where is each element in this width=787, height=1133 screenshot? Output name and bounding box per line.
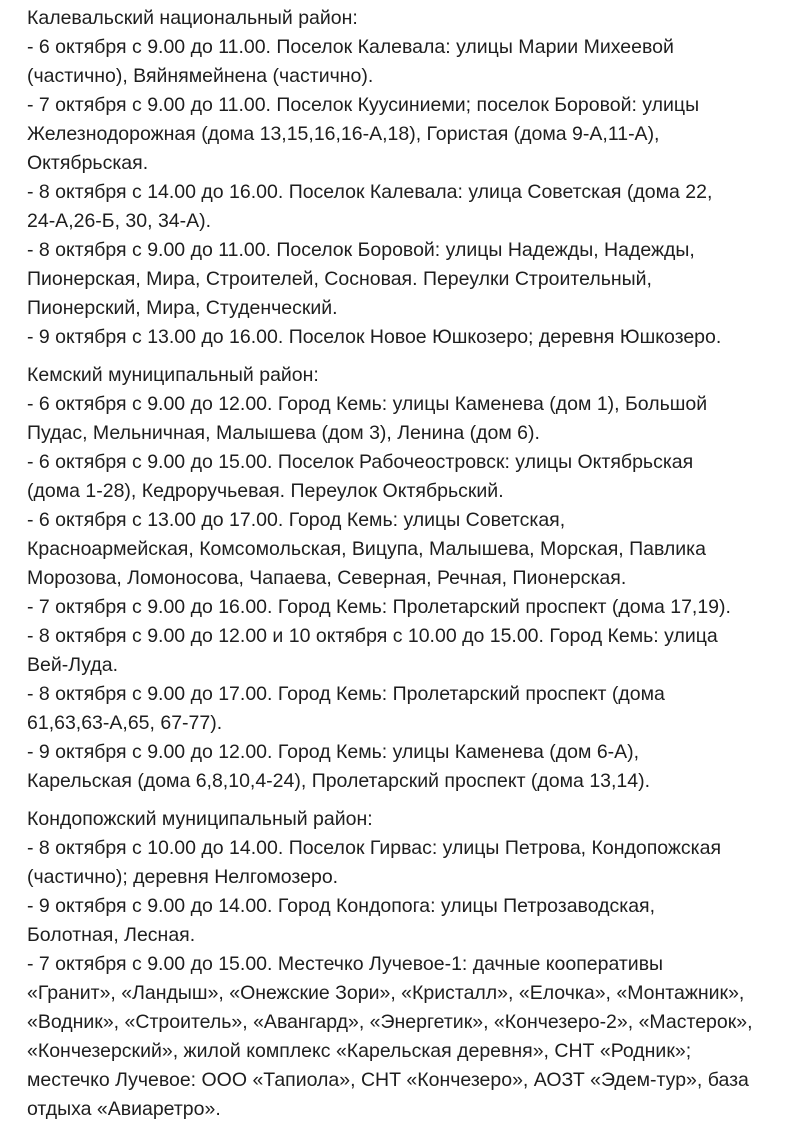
list-item: - 7 октября с 9.00 до 16.00. Город Кемь: Пролетарский проспект (дома 17,19). [27,596,731,618]
list-item: - 9 октября с 9.00 до 12.00. Город Кемь: улицы Каменева (дом 6-А), Карельская (дома 6,8,10,4-24), Пролетарский проспект (дома 13,14). [27,741,651,792]
list-item: - 9 октября с 9.00 до 14.00. Город Кондопога: улицы Петрозаводская, Болотная, Лесная. [27,895,656,946]
list-item: - 6 октября с 13.00 до 17.00. Город Кемь: улицы Советская, Красноармейская, Комсомольская, Вицупа, Малышева, Морская, Павлика Морозова, Ломоносова, Чапаева, Северная, Речная, Пионерская. [27,509,706,589]
section-kem [27,361,783,796]
list-item: - 8 октября с 9.00 до 17.00. Город Кемь: Пролетарский проспект (дома 61,63,63-А,65, 67-77). [27,683,665,734]
list-item: - 8 октября с 14.00 до 16.00. Поселок Калевала: улица Советская (дома 22, 24-А,26-Б, 30, 34-А). [27,181,713,232]
list-item: - 8 октября с 9.00 до 12.00 и 10 октября с 10.00 до 15.00. Город Кемь: улица Вей-Луда. [27,625,718,676]
list-item: - 6 октября с 9.00 до 11.00. Поселок Калевала: улицы Марии Михеевой (частично), Вяйнямейнена (частично). [27,36,674,87]
section-kalevala [27,4,783,352]
list-item: - 9 октября с 13.00 до 16.00. Поселок Новое Юшкозеро; деревня Юшкозеро. [27,326,722,348]
list-item: - 7 октября с 9.00 до 15.00. Местечко Лучевое-1: дачные кооперативы «Гранит», «Ландыш», «Онежские Зори», «Кристалл», «Елочка», «Монтажник», «Водник», «Строитель», «Авангард», «Энергетик», «Кончезеро-2», «Мастерок», «Кончезерский», жилой комплекс «Карельская деревня», СНТ «Родник»; местечко Лучевое: ООО «Тапиола», СНТ «Кончезеро», АОЗТ «Эдем-тур», база отдыха «Авиаретро». [27,953,753,1120]
list-item: - 7 октября с 9.00 до 11.00. Поселок Куусиниеми; поселок Боровой: улицы Железнодорожная (дома 13,15,16,16-А,18), Гористая (дома 9-А,11-А), Октябрьская. [27,94,700,174]
list-item: - 8 октября с 9.00 до 11.00. Поселок Боровой: улицы Надежды, Надежды, Пионерская, Мира, Строителей, Сосновая. Переулки Строительный, Пионерский, Мира, Студенческий. [27,239,695,319]
section-heading: Калевальский национальный район: [27,7,358,29]
document-body [27,4,783,1133]
list-item: - 6 октября с 9.00 до 15.00. Поселок Рабочеостровск: улицы Октябрьская (дома 1-28), Кедроручьевая. Переулок Октябрьский. [27,451,694,502]
section-heading: Кемский муниципальный район: [27,364,319,386]
list-item: - 6 октября с 9.00 до 12.00. Город Кемь: улицы Каменева (дом 1), Большой Пудас, Мельничная, Малышева (дом 3), Ленина (дом 6). [27,393,708,444]
section-kondopoga [27,805,783,1124]
section-heading: Кондопожский муниципальный район: [27,808,373,830]
list-item: - 8 октября с 10.00 до 14.00. Поселок Гирвас: улицы Петрова, Кондопожская (частично); деревня Нелгомозеро. [27,837,722,888]
